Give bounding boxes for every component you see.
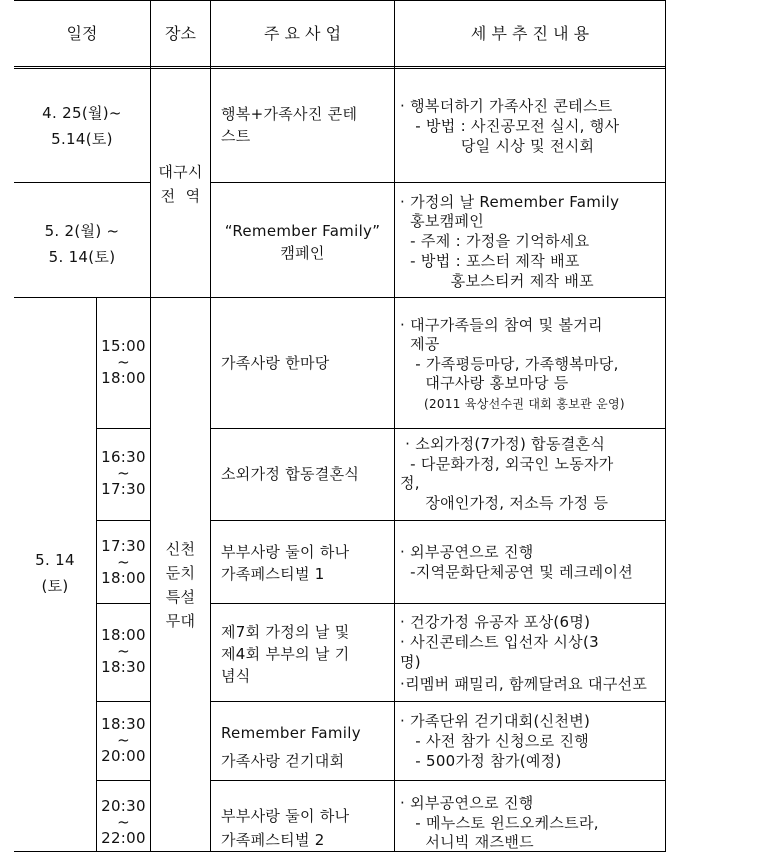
row2-project: “Remember Family” 캠페인 — [224, 222, 381, 262]
event3-time: 17:30 ~ 18:00 — [101, 537, 146, 587]
header-place: 장소 — [165, 24, 196, 43]
event3-project: 부부사랑 둘이 하나 가족페스티벌 1 — [221, 543, 350, 583]
event6-detail-2: - 메누스토 윈드오케스트라, — [400, 814, 599, 832]
header-schedule: 일정 — [66, 24, 98, 43]
event2-detail-3: 정, — [400, 474, 420, 492]
header-details: 세 부 추 진 내 용 — [470, 24, 590, 43]
event1-detail-3: - 가족평등마당, 가족행복마당, — [400, 355, 619, 373]
event1-time: 15:00 ~ 18:00 — [101, 337, 146, 387]
event2-detail-2: - 다문화가정, 외국인 노동자가 — [400, 455, 614, 473]
place-daegu-city: 대구시 전 역 — [158, 163, 203, 205]
row1-detail-1: · 행복더하기 가족사진 콘테스트 — [400, 97, 613, 115]
row1-date: 4. 25(월)~ 5.14(토) — [42, 104, 122, 148]
event1-detail-1: · 대구가족들의 참여 및 볼거리 — [400, 316, 603, 334]
row1-project: 행복+가족사진 콘테 스트 — [221, 105, 358, 145]
event4-detail-2: · 사진콘테스트 입선자 시상(3 — [400, 633, 599, 651]
row2-detail-1: · 가정의 날 Remember Family — [400, 193, 620, 211]
event1-note: (2011 육상선수권 대회 홍보관 운영) — [424, 397, 625, 411]
header-main-project: 주 요 사 업 — [263, 24, 342, 43]
event2-project: 소외가정 합동결혼식 — [221, 465, 360, 483]
event6-detail-1: · 외부공연으로 진행 — [400, 794, 534, 812]
event5-project: Remember Family 가족사랑 걷기대회 — [221, 724, 361, 770]
event4-project: 제7회 가정의 날 및 제4회 부부의 날 기 념식 — [221, 623, 350, 685]
event2-detail-1: · 소외가정(7가정) 합동결혼식 — [400, 435, 606, 453]
event2-time: 16:30 ~ 17:30 — [101, 448, 146, 498]
event6-detail-3: 서니빅 재즈밴드 — [400, 833, 534, 851]
event1-detail-2: 제공 — [400, 335, 440, 353]
event4-detail-1: · 건강가정 유공자 포상(6명) — [400, 613, 591, 631]
row2-detail-2: 홍보캠페인 — [400, 212, 485, 230]
event6-project: 부부사랑 둘이 하나 가족페스티벌 2 — [221, 807, 350, 849]
event3-detail-2: -지역문화단체공연 및 레크레이션 — [400, 563, 634, 581]
event2-detail-4: 장애인가정, 저소득 가정 등 — [400, 494, 609, 512]
row2-detail-5: 홍보스티커 제작 배포 — [400, 272, 594, 290]
row2-detail-3: - 주제 : 가정을 기억하세요 — [400, 232, 590, 250]
row2-detail-4: - 방법 : 포스터 제작 배포 — [400, 252, 580, 270]
event6-time: 20:30 ~ 22:00 — [101, 797, 146, 847]
event4-detail-4: ·리멤버 패밀리, 함께달려요 대구선포 — [400, 675, 648, 693]
event4-time: 18:00 ~ 18:30 — [101, 626, 146, 676]
event5-detail-1: · 가족단위 걷기대회(신천변) — [400, 712, 591, 730]
event3-detail-1: · 외부공연으로 진행 — [400, 543, 534, 561]
day-date: 5. 14 (토) — [35, 551, 75, 595]
row1-detail-3: 당일 시상 및 전시회 — [400, 137, 595, 155]
row2-date: 5. 2(월) ~ 5. 14(토) — [44, 222, 120, 266]
event5-detail-3: - 500가정 참가(예정) — [400, 752, 562, 770]
event1-project: 가족사랑 한마당 — [221, 354, 330, 372]
event1-detail-4: 대구사랑 홍보마당 등 — [400, 374, 569, 392]
event4-detail-3: 명) — [400, 653, 421, 671]
event5-time: 18:30 ~ 20:00 — [101, 715, 146, 765]
row1-detail-2: - 방법 : 사진공모전 실시, 행사 — [400, 117, 620, 135]
place-sincheon: 신천 둔치 특설 무대 — [165, 540, 196, 630]
event5-detail-2: - 사전 참가 신청으로 진행 — [400, 732, 590, 750]
